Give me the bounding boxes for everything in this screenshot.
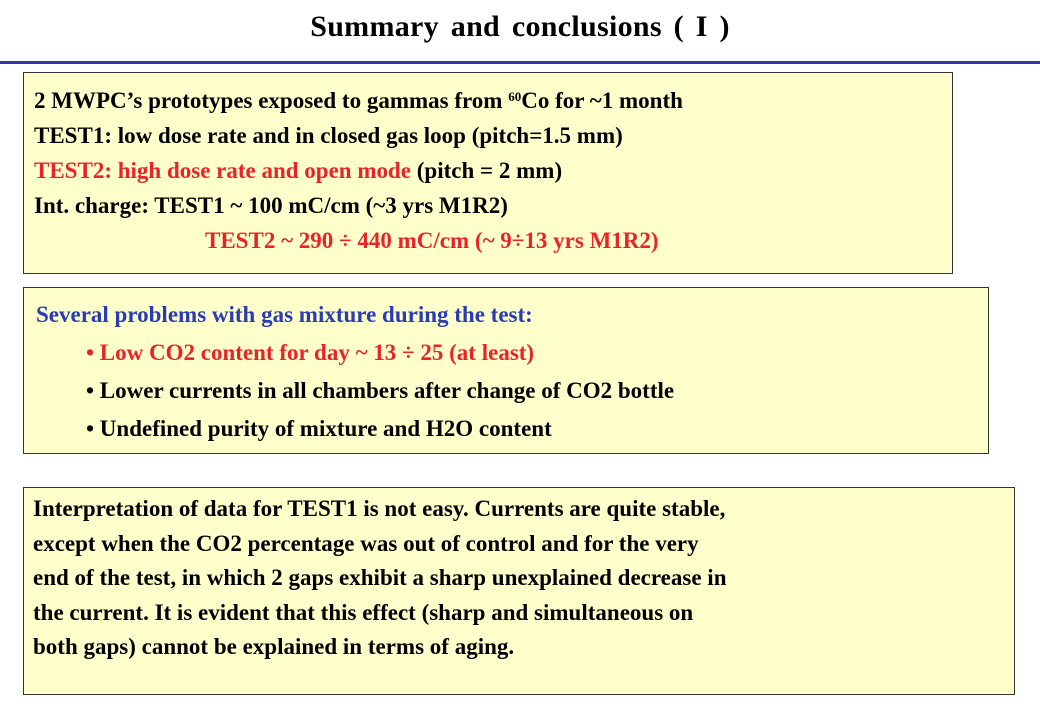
interpretation-line: both gaps) cannot be explained in terms of aging. (33, 634, 515, 659)
title-underline (0, 61, 1040, 64)
interpretation-line: Interpretation of data for TEST1 is not easy. Currents are quite stable, (33, 496, 726, 521)
prototypes-line (34, 83, 952, 118)
prototypes-suffix: Co for ~1 month (521, 88, 683, 113)
interpretation-line: end of the test, in which 2 gaps exhibit a sharp unexplained decrease in (33, 565, 727, 590)
int-charge-test1-line: Int. charge: TEST1 ~ 100 mC/cm (~3 yrs M1R2) (34, 193, 508, 218)
interpretation-box (23, 487, 1015, 695)
int-charge-test2-line: TEST2 ~ 290 ÷ 440 mC/cm (~ 9÷13 yrs M1R2) (205, 228, 659, 253)
bullet-low-co2: • Low CO2 content for day ~ 13 ÷ 25 (at least) (86, 340, 535, 365)
test2-pitch: (pitch = 2 mm) (411, 158, 563, 183)
bullet-undefined-purity: • Undefined purity of mixture and H2O content (86, 416, 552, 441)
interpretation-line: the current. It is evident that this effect (sharp and simultaneous on (33, 599, 694, 625)
isotope-mass-number: 60 (508, 89, 522, 104)
prototypes-text: 2 MWPC’s prototypes exposed to gammas from (34, 88, 509, 113)
gas-problems-heading: Several problems with gas mixture during the test: (36, 302, 533, 327)
test2-highlight: TEST2: high dose rate and open mode (34, 158, 412, 183)
gas-problems-box (23, 287, 989, 454)
interpretation-line: except when the CO2 percentage was out of control and for the very (33, 530, 699, 556)
test2-line (34, 153, 952, 188)
bullet-lower-currents: • Lower currents in all chambers after change of CO2 bottle (86, 378, 675, 403)
test1-line: TEST1: low dose rate and in closed gas loop (pitch=1.5 mm) (34, 123, 623, 148)
test-summary-box (23, 72, 953, 274)
slide-title: Summary and conclusions ( I ) (310, 10, 730, 43)
